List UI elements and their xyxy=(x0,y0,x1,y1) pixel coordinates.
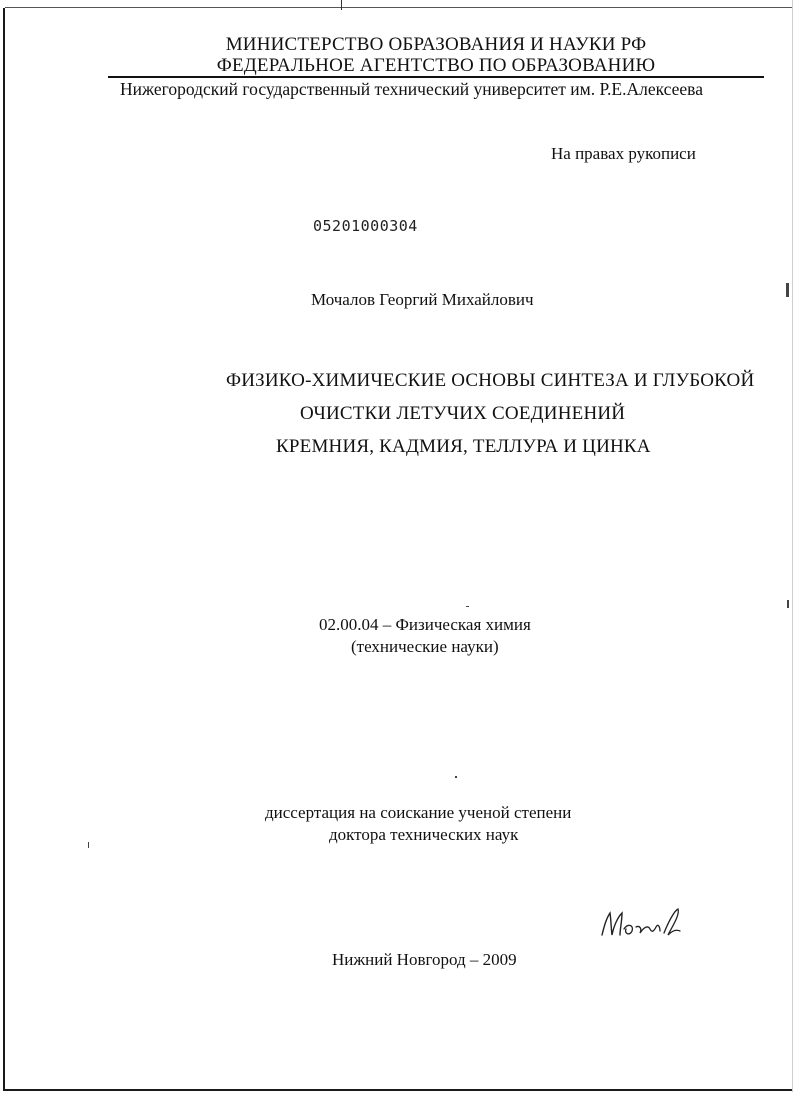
university-heading: Нижегородский государственный технический университет им. Р.Е.Алексеева xyxy=(120,79,703,99)
scan-edge-bottom xyxy=(3,1089,793,1091)
author-name: Мочалов Георгий Михайлович xyxy=(311,290,534,309)
scan-mark xyxy=(341,0,342,10)
scan-speck xyxy=(455,776,457,778)
scan-speck xyxy=(786,283,789,297)
scan-edge-right xyxy=(792,0,793,1092)
registration-code: 05201000304 xyxy=(313,217,418,235)
title-line-1: ФИЗИКО-ХИМИЧЕСКИЕ ОСНОВЫ СИНТЕЗА И ГЛУБОКОЙ xyxy=(226,370,755,391)
scan-speck xyxy=(466,606,469,607)
manuscript-note: На правах рукописи xyxy=(551,144,696,163)
title-line-2: ОЧИСТКИ ЛЕТУЧИХ СОЕДИНЕНИЙ xyxy=(300,403,626,424)
scan-edge-left xyxy=(3,8,5,1090)
author-signature xyxy=(598,905,688,948)
scan-edge-top xyxy=(5,7,793,8)
specialty-branch: (технические науки) xyxy=(351,637,499,656)
signature-scribble xyxy=(598,905,688,943)
header-divider xyxy=(108,76,764,78)
agency-heading: ФЕДЕРАЛЬНОЕ АГЕНТСТВО ПО ОБРАЗОВАНИЮ xyxy=(216,55,656,76)
scan-speck xyxy=(787,600,789,608)
scan-speck xyxy=(88,842,89,848)
degree-line-2: доктора технических наук xyxy=(329,825,519,844)
place-year: Нижний Новгород – 2009 xyxy=(332,950,517,969)
title-line-3: КРЕМНИЯ, КАДМИЯ, ТЕЛЛУРА И ЦИНКА xyxy=(276,436,651,457)
degree-line-1: диссертация на соискание ученой степени xyxy=(265,803,572,822)
ministry-heading: МИНИСТЕРСТВО ОБРАЗОВАНИЯ И НАУКИ РФ xyxy=(225,34,647,55)
specialty-code: 02.00.04 – Физическая химия xyxy=(319,615,531,634)
